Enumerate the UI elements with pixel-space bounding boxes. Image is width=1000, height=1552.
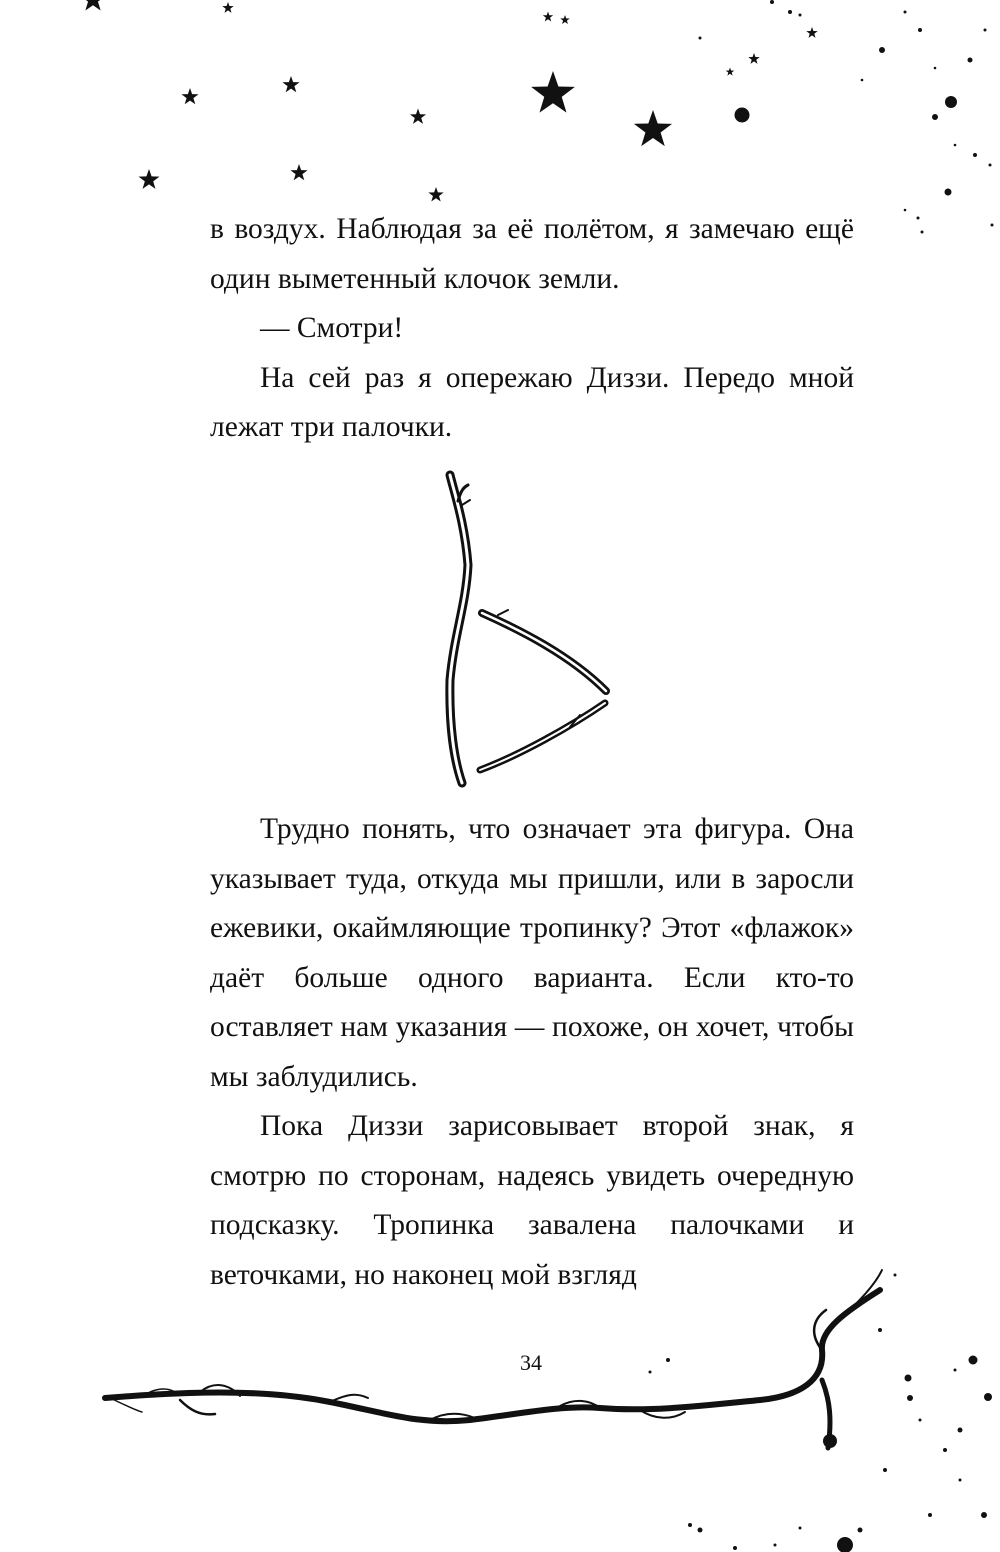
star-icon bbox=[560, 15, 570, 24]
paragraph: в воздух. Наблюдая за её полётом, я замечаю ещё один выметенный клочок земли. bbox=[210, 213, 854, 295]
star-icon bbox=[410, 109, 426, 124]
star-icon bbox=[428, 187, 443, 201]
star-icon bbox=[81, 0, 106, 11]
star-icon bbox=[222, 2, 233, 13]
star-icon bbox=[543, 12, 553, 22]
star-icon bbox=[139, 169, 160, 189]
paragraph: Трудно понять, что означает эта фигура. Она указывает туда, откуда мы пришли, или в заросли ежевики, окаймляющие тропинку? Этот «флажок» даёт больше одного варианта. Если кто-то оставляет нам указания — похоже, он хочет, чтобы мы заблудились. bbox=[210, 813, 854, 1093]
star-icon bbox=[806, 27, 817, 38]
star-icon bbox=[282, 76, 299, 92]
diagonal-stick-upper bbox=[482, 610, 606, 691]
text-column-bottom bbox=[210, 805, 854, 1300]
paragraph-dialogue: — Смотри! bbox=[260, 312, 404, 344]
star-icon bbox=[181, 88, 198, 104]
star-icon bbox=[531, 71, 575, 113]
paragraph: Пока Диззи зарисовывает второй знак, я смотрю по сторонам, надеясь увидеть очередную подсказку. Тропинка завалена палочками и веточками, но наконец мой взгляд bbox=[210, 1110, 854, 1291]
three-sticks-flag-illustration bbox=[430, 465, 630, 795]
vertical-stick bbox=[450, 475, 470, 783]
page-number: 34 bbox=[520, 1350, 542, 1375]
paragraph: На сей раз я опережаю Диззи. Передо мной лежат три палочки. bbox=[210, 361, 854, 443]
star-icon bbox=[726, 68, 735, 76]
star-icon bbox=[748, 53, 759, 64]
star-icon bbox=[634, 110, 672, 146]
text-column-top bbox=[210, 205, 854, 453]
diagonal-stick-lower bbox=[480, 703, 605, 770]
star-icon bbox=[290, 164, 307, 180]
